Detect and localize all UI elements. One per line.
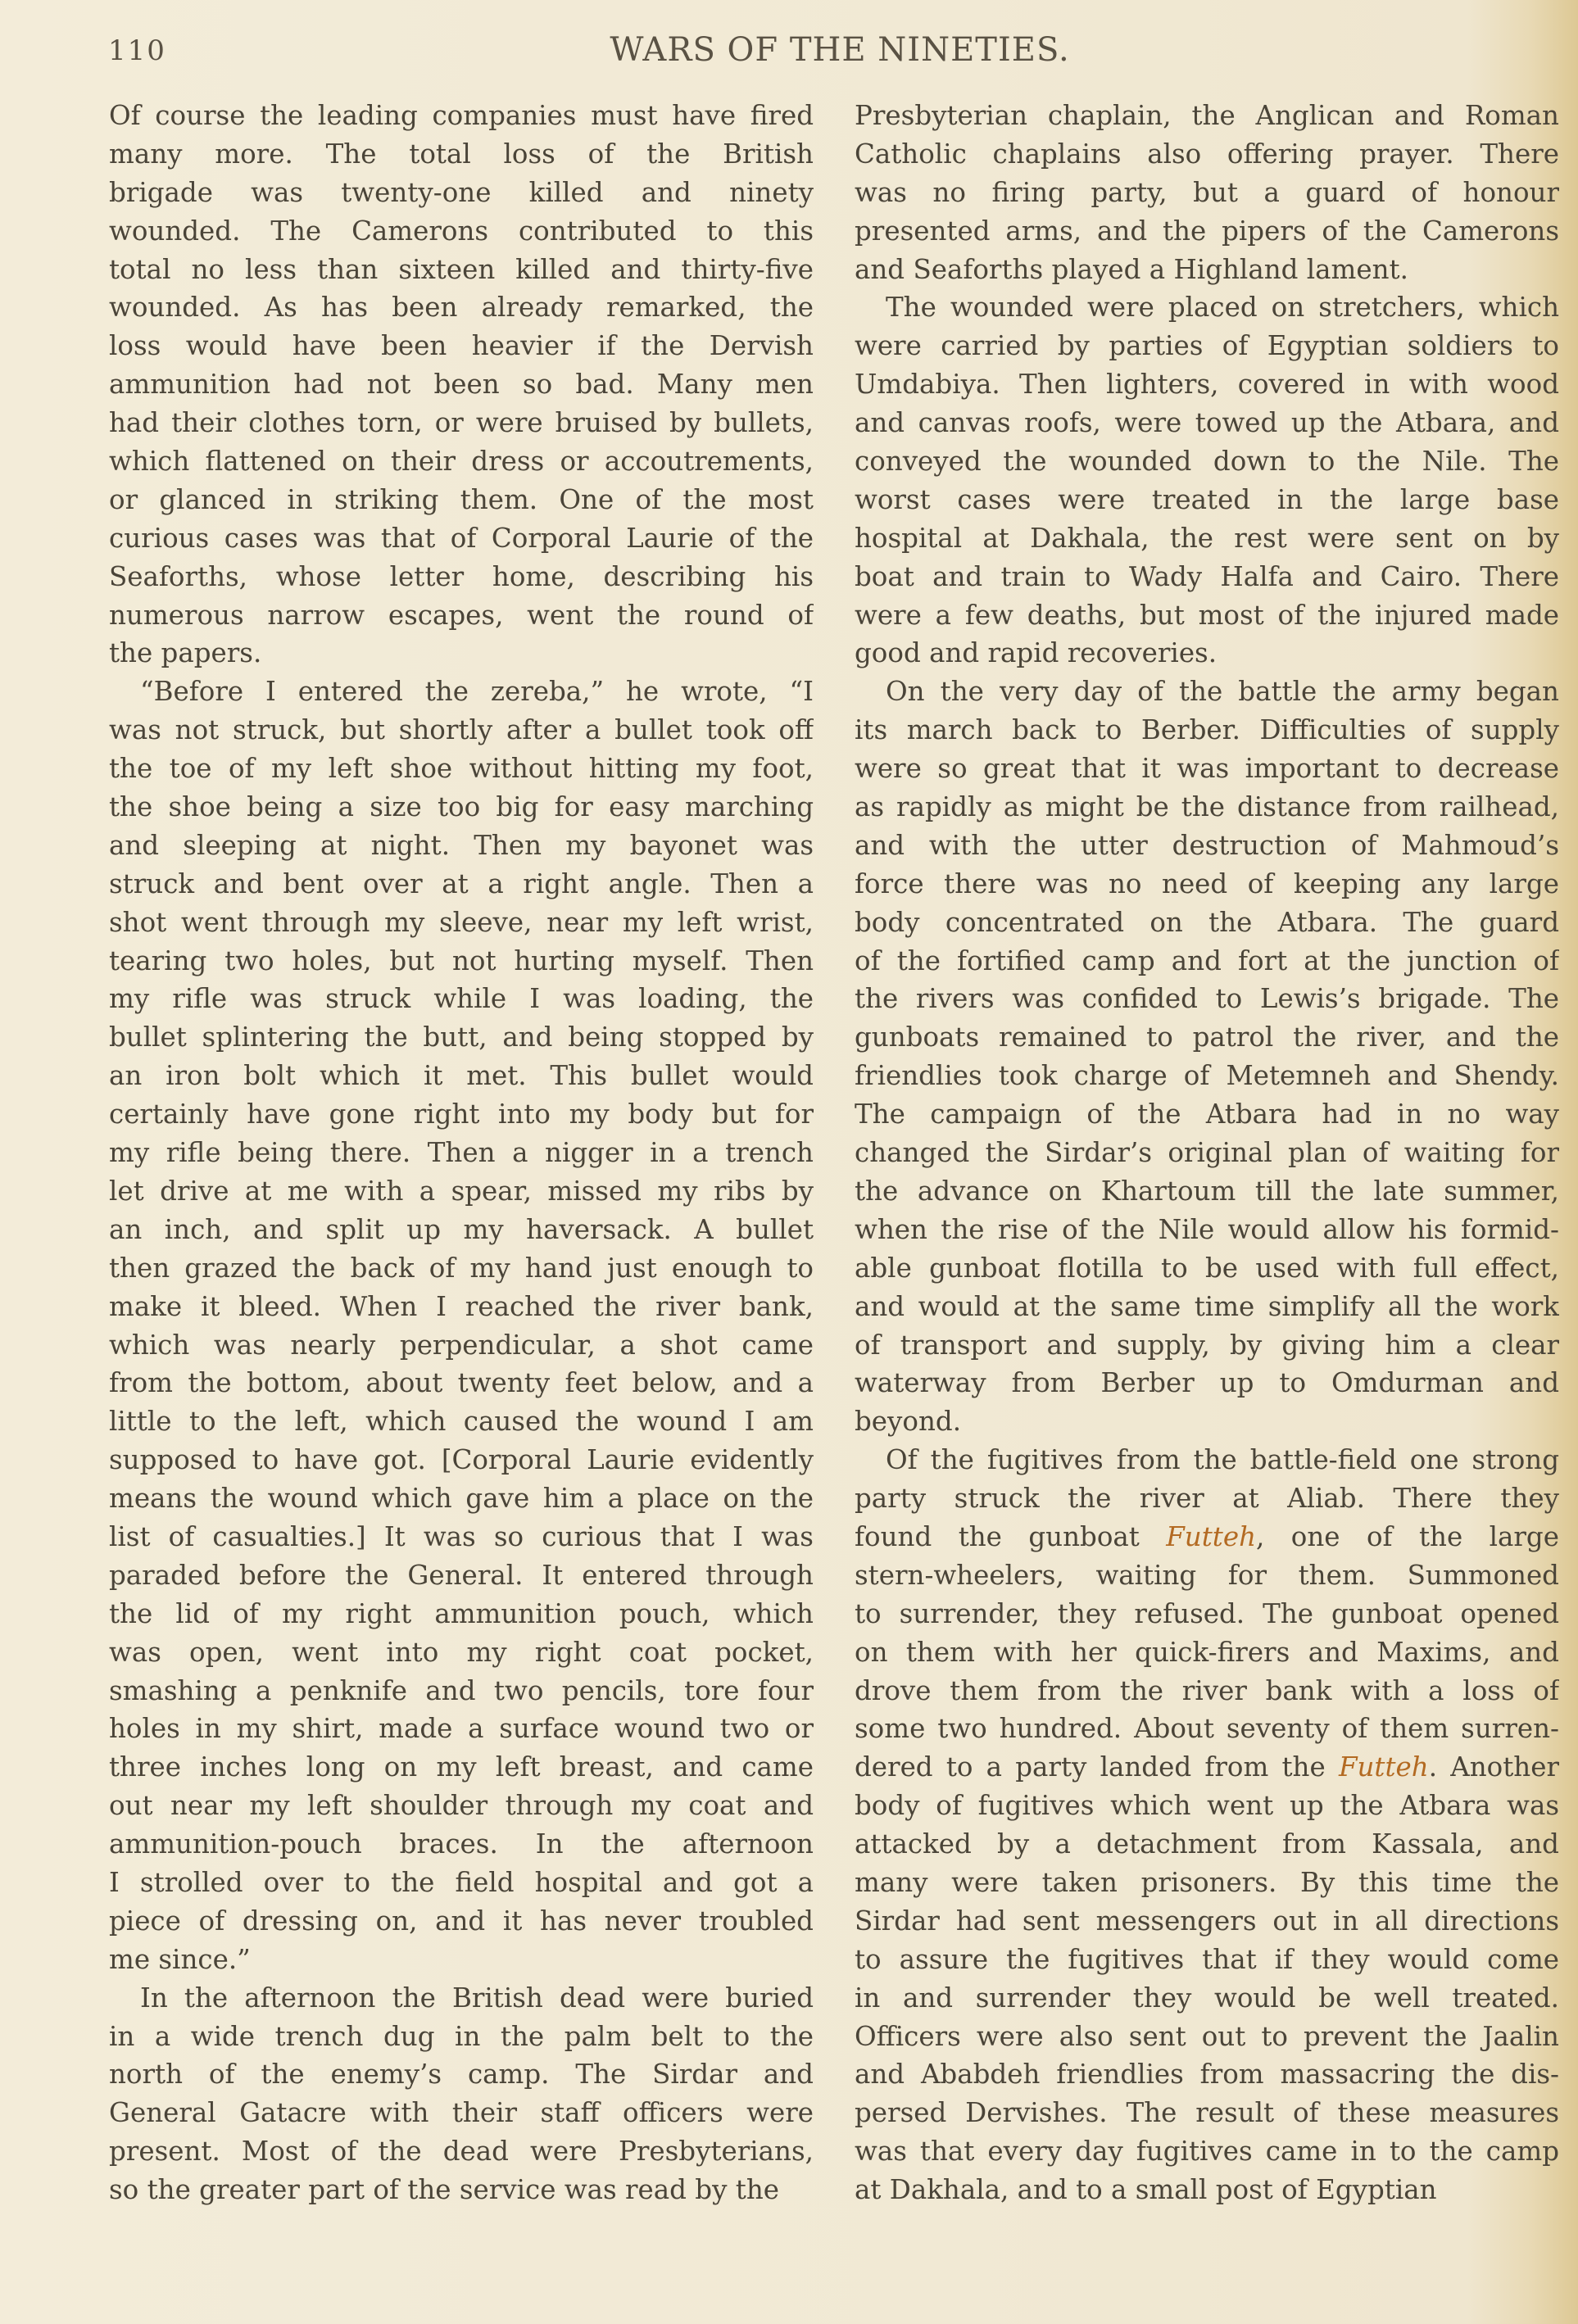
text-line: in and surrender they would be well treated. (855, 1982, 1559, 2014)
text-line: so the greater part of the service was read by the (109, 2174, 780, 2206)
right-column-paragraph (855, 1441, 1559, 2209)
text-line: brigade was twenty-one killed and ninety (109, 176, 814, 208)
left-text-column (109, 97, 814, 2209)
ship-name: Futteh (1338, 1751, 1429, 1783)
text-line: the papers. (109, 637, 262, 669)
right-column-paragraph (855, 97, 1559, 288)
text-line: hospital at Dakhala, the rest were sent on by (855, 522, 1559, 554)
text-line: were a few deaths, but most of the injured made (855, 599, 1559, 631)
text-line: my rifle was struck while I was loading, the (109, 983, 814, 1015)
text-line: body concentrated on the Atbara. The guard (855, 906, 1559, 938)
text-line: make it bleed. When I reached the river bank, (109, 1290, 814, 1322)
text-line: loss would have been heavier if the Dervish (109, 330, 814, 362)
text-line: able gunboat flotilla to be used with full effect, (855, 1252, 1559, 1284)
text-line: which was nearly perpendicular, a shot came (109, 1329, 814, 1361)
text-line: bullet splintering the butt, and being stopped by (109, 1022, 814, 1053)
text-line: and Seaforths played a Highland lament. (855, 253, 1408, 285)
text-line: I strolled over to the field hospital and got a (109, 1866, 814, 1898)
text-line: of the fortified camp and fort at the junction of (855, 945, 1559, 976)
text-line: of transport and supply, by giving him a clear (855, 1329, 1559, 1361)
text-line: piece of dressing on, and it has never troubled (109, 1905, 814, 1937)
right-text-column (855, 97, 1559, 2209)
text-line: the shoe being a size too big for easy marching (109, 791, 814, 823)
text-line: the lid of my right ammunition pouch, which (109, 1597, 814, 1629)
text-line: the toe of my left shoe without hitting my foot, (109, 753, 814, 785)
text-line: north of the enemy’s camp. The Sirdar and (109, 2059, 814, 2091)
text-line: conveyed the wounded down to the Nile. The (855, 446, 1559, 478)
text-line: General Gatacre with their staff officers were (109, 2097, 814, 2129)
text-line: and would at the same time simplify all the work (855, 1290, 1559, 1322)
text-line: was not struck, but shortly after a bullet took off (109, 714, 814, 746)
text-line: gunboats remained to patrol the river, and the (855, 1022, 1559, 1053)
text-line: supposed to have got. [Corporal Laurie evidently (109, 1444, 814, 1476)
text-line: its march back to Berber. Difficulties of supply (855, 714, 1559, 746)
text-line: to surrender, they refused. The gunboat opened (855, 1597, 1559, 1629)
text-line: as rapidly as might be the distance from railhead, (855, 791, 1559, 823)
text-line: shot went through my sleeve, near my left wrist, (109, 906, 814, 938)
text-line: smashing a penknife and two pencils, tore four (109, 1674, 814, 1706)
right-column-paragraph (855, 673, 1559, 1441)
text-line: Officers were also sent out to prevent the Jaalin (855, 2020, 1559, 2052)
text-line: and with the utter destruction of Mahmoud’s (855, 829, 1559, 861)
text-line: Seaforths, whose letter home, describing his (109, 560, 814, 592)
left-column-paragraph (109, 673, 814, 1978)
text-line: total no less than sixteen killed and thirty-five (109, 253, 814, 285)
text-line: beyond. (855, 1406, 962, 1438)
text-line: party struck the river at Aliab. There they (855, 1483, 1559, 1515)
text-line: changed the Sirdar’s original plan of waiting for (855, 1137, 1559, 1169)
text-line: presented arms, and the pipers of the Camerons (855, 215, 1559, 247)
text-line: Of the fugitives from the battle-field one strong (886, 1444, 1559, 1476)
text-line: and sleeping at night. Then my bayonet was (109, 829, 814, 861)
text-line: was open, went into my right coat pocket, (109, 1636, 814, 1668)
text-line: paraded before the General. It entered through (109, 1559, 814, 1591)
text-line: waterway from Berber up to Omdurman and (855, 1367, 1559, 1399)
text-line: friendlies took charge of Metemneh and Shendy. (855, 1060, 1559, 1092)
text-line: worst cases were treated in the large base (855, 483, 1559, 515)
text-line: when the rise of the Nile would allow his formid- (855, 1213, 1559, 1245)
text-line: let drive at me with a spear, missed my ribs by (109, 1175, 814, 1207)
text-line: and canvas roofs, were towed up the Atbara, and (855, 407, 1559, 439)
text-line: wounded. As has been already remarked, the (109, 292, 814, 324)
text-line: an inch, and split up my haversack. A bullet (109, 1213, 814, 1245)
text-line: holes in my shirt, made a surface wound two or (109, 1713, 814, 1745)
text-line: on them with her quick-firers and Maxims, and (855, 1636, 1559, 1668)
page-header (0, 29, 1578, 79)
text-line: had their clothes torn, or were bruised by bullets, (109, 407, 814, 439)
text-line: stern-wheelers, waiting for them. Summoned (855, 1559, 1559, 1591)
page-number: 110 (108, 34, 166, 67)
text-line: Presbyterian chaplain, the Anglican and Roman (855, 100, 1559, 131)
text-line: good and rapid recoveries. (855, 637, 1218, 669)
text-line: means the wound which gave him a place on the (109, 1483, 814, 1515)
text-line: dered to a party landed from the Futteh. Another (855, 1751, 1559, 1783)
text-line: body of fugitives which went up the Atbara was (855, 1790, 1559, 1822)
text-line: were carried by parties of Egyptian soldiers to (855, 330, 1559, 362)
text-line: list of casualties.] It was so curious that I was (109, 1520, 814, 1552)
text-line: struck and bent over at a right angle. Then a (109, 868, 814, 899)
text-line: Sirdar had sent messengers out in all directions (855, 1905, 1559, 1937)
text-line: Umdabiya. Then lighters, covered in with wood (855, 369, 1559, 401)
text-line: which flattened on their dress or accoutrements, (109, 446, 814, 478)
text-line: present. Most of the dead were Presbyterians, (109, 2136, 814, 2168)
text-line: from the bottom, about twenty feet below, and a (109, 1367, 814, 1399)
ship-name: Futteh (1166, 1520, 1257, 1552)
text-line: the advance on Khartoum till the late summer, (855, 1175, 1559, 1207)
left-column-paragraph (109, 97, 814, 673)
text-line: The campaign of the Atbara had in no way (855, 1099, 1559, 1130)
text-line: was that every day fugitives came in to the camp (855, 2136, 1559, 2168)
text-line: “Before I entered the zereba,” he wrote, “I (140, 676, 814, 708)
text-line: tearing two holes, but not hurting myself. Then (109, 945, 814, 976)
text-line: to assure the fugitives that if they would come (855, 1943, 1559, 1975)
text-line: On the very day of the battle the army began (886, 676, 1559, 708)
text-line: persed Dervishes. The result of these measures (855, 2097, 1559, 2129)
text-line: some two hundred. About seventy of them surren- (855, 1713, 1559, 1745)
text-line: my rifle being there. Then a nigger in a trench (109, 1137, 814, 1169)
text-line: many more. The total loss of the British (109, 138, 814, 170)
text-line: then grazed the back of my hand just enough to (109, 1252, 814, 1284)
text-line: little to the left, which caused the wound I am (109, 1406, 814, 1438)
text-line: an iron bolt which it met. This bullet would (109, 1060, 814, 1092)
text-line: out near my left shoulder through my coat and (109, 1790, 814, 1822)
running-title: WARS OF THE NINETIES. (610, 31, 1070, 69)
text-line: in a wide trench dug in the palm belt to the (109, 2020, 814, 2052)
text-line: many were taken prisoners. By this time the (855, 1866, 1559, 1898)
text-line: wounded. The Camerons contributed to this (109, 215, 814, 247)
text-line: boat and train to Wady Halfa and Cairo. There (855, 560, 1559, 592)
right-column-paragraph (855, 288, 1559, 673)
text-line: or glanced in striking them. One of the most (109, 483, 814, 515)
text-line: three inches long on my left breast, and came (109, 1751, 814, 1783)
text-line: Catholic chaplains also offering prayer. There (855, 138, 1559, 170)
text-line: was no firing party, but a guard of honour (855, 176, 1559, 208)
text-line: attacked by a detachment from Kassala, and (855, 1828, 1559, 1860)
text-line: force there was no need of keeping any large (855, 868, 1559, 899)
text-line: and Ababdeh friendlies from massacring the dis- (855, 2059, 1559, 2091)
text-line: The wounded were placed on stretchers, which (886, 292, 1559, 324)
text-line: certainly have gone right into my body but for (109, 1099, 814, 1130)
left-column-paragraph (109, 1979, 814, 2209)
text-line: the rivers was confided to Lewis’s brigade. The (855, 983, 1559, 1015)
text-line: found the gunboat Futteh, one of the large (855, 1520, 1559, 1552)
text-line: were so great that it was important to decrease (855, 753, 1559, 785)
text-line: numerous narrow escapes, went the round of (109, 599, 814, 631)
text-line: Of course the leading companies must have fired (109, 100, 814, 131)
text-line: drove them from the river bank with a loss of (855, 1674, 1559, 1706)
text-line: ammunition-pouch braces. In the afternoon (109, 1828, 814, 1860)
text-line: curious cases was that of Corporal Laurie of the (109, 522, 814, 554)
text-line: me since.” (109, 1943, 251, 1975)
text-line: at Dakhala, and to a small post of Egyptian (855, 2174, 1437, 2206)
text-line: ammunition had not been so bad. Many men (109, 369, 814, 401)
text-line: In the afternoon the British dead were buried (140, 1982, 814, 2014)
